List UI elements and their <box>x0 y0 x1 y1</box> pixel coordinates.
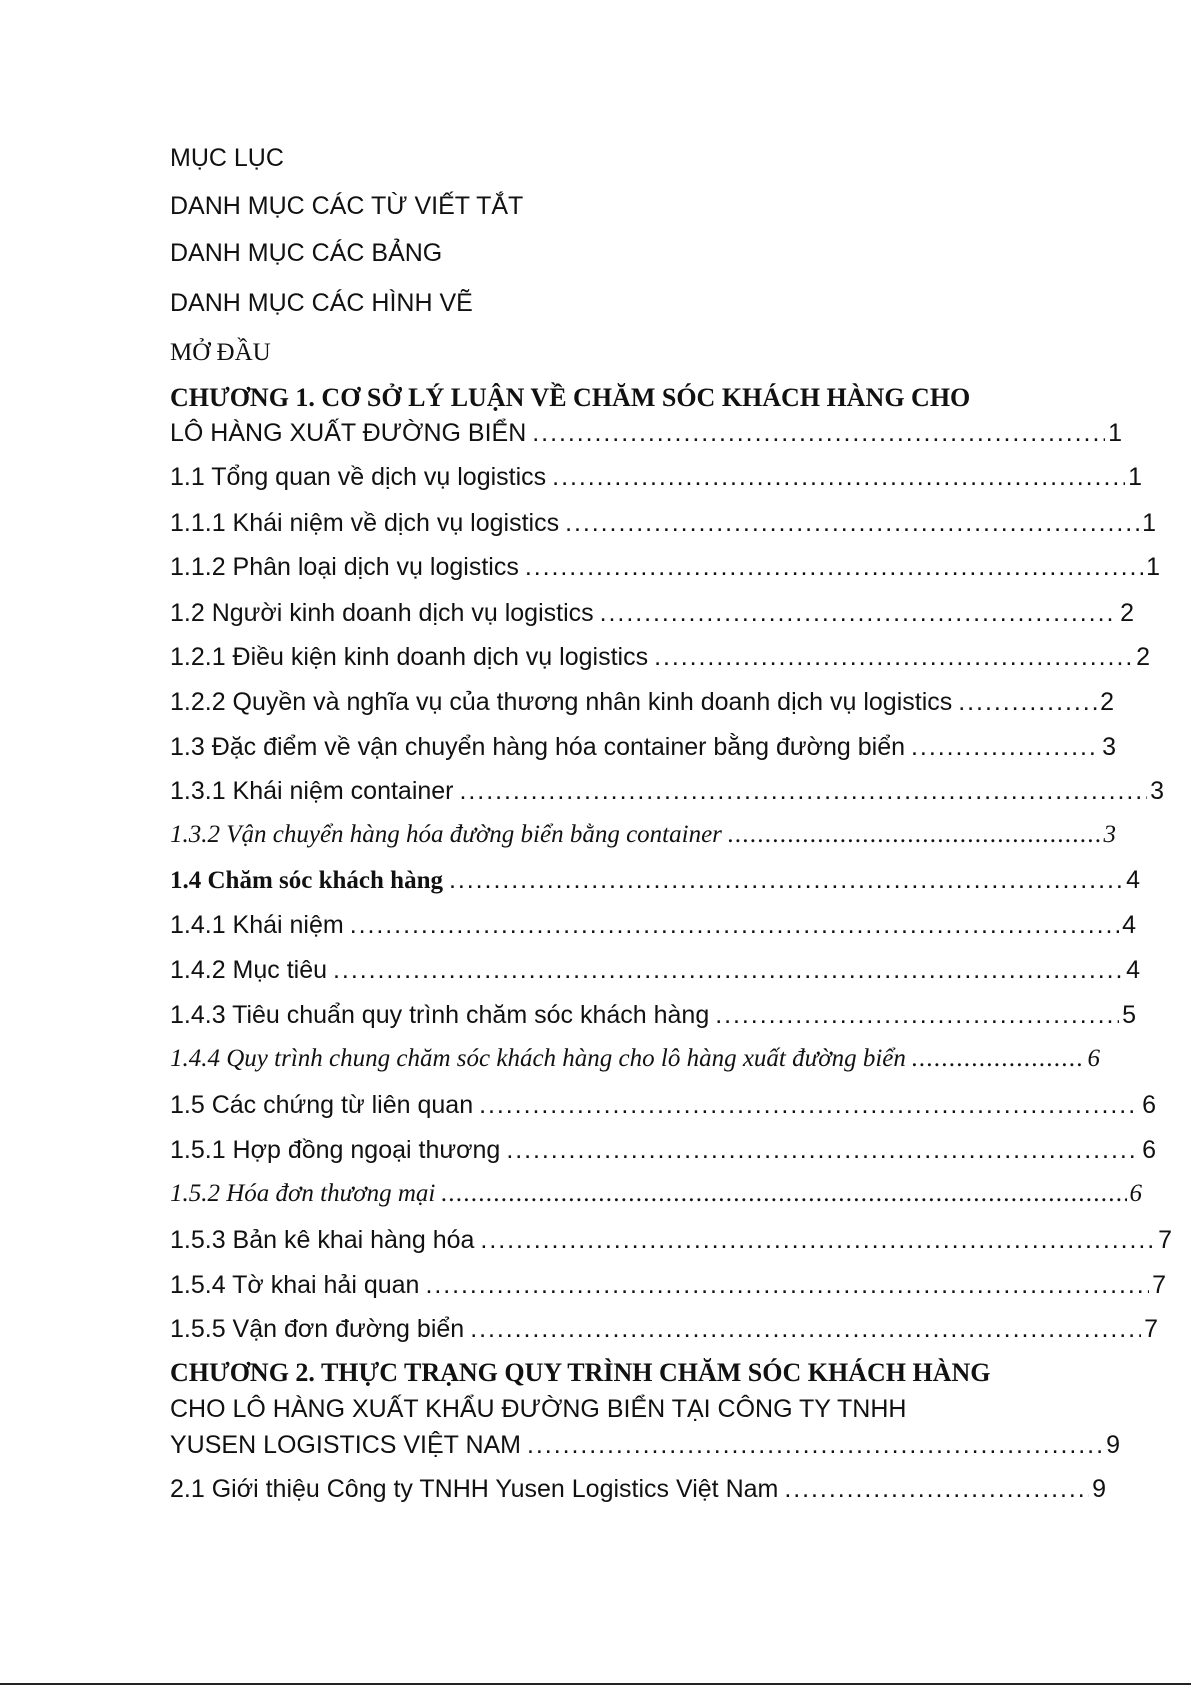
dot-leader <box>333 955 1123 985</box>
abbreviations-list-link: DANH MỤC CÁC TỪ VIẾT TẮT <box>170 192 524 220</box>
toc-entry-text: 1.5.4 Tờ khai hải quan <box>170 1271 420 1299</box>
toc-entry-text: 1.5.5 Vận đơn đường biển <box>170 1315 465 1343</box>
dot-leader <box>654 642 1133 672</box>
toc-entry-text: 2.1 Giới thiệu Công ty TNHH Yusen Logistics Việt Nam <box>170 1475 779 1503</box>
dot-leader <box>527 1430 1103 1460</box>
toc-entry-text: 1.4 Chăm sóc khách hàng <box>170 867 443 894</box>
page-number: 7 <box>1144 1315 1158 1343</box>
toc-entry <box>170 462 1142 492</box>
toc-entry-text: 1.5.2 Hóa đơn thương mại <box>170 1180 436 1207</box>
dot-leader <box>350 910 1119 940</box>
page-number: 7 <box>1158 1226 1172 1254</box>
chapter-1-entry <box>170 418 1122 448</box>
chapter-1-title-line1: CHƯƠNG 1. CƠ SỞ LÝ LUẬN VỀ CHĂM SÓC KHÁCH HÀNG CHO <box>170 383 971 412</box>
toc-entry <box>170 732 1116 762</box>
toc-entry <box>170 1135 1156 1165</box>
toc-entry <box>170 1090 1156 1120</box>
page-number: 1 <box>1146 553 1160 581</box>
dot-leader <box>552 462 1125 492</box>
toc-entry-text: 1.1.1 Khái niệm về dịch vụ logistics <box>170 509 560 537</box>
chapter-2-title-line3: YUSEN LOGISTICS VIỆT NAM <box>170 1431 522 1459</box>
page-number: 3 <box>1103 821 1116 848</box>
toc-entry <box>170 955 1140 985</box>
toc-entry-text: 1.4.4 Quy trình chung chăm sóc khách hàng cho lô hàng xuất đường biển <box>170 1045 906 1072</box>
toc-entry-text: 1.2 Người kinh doanh dịch vụ logistics <box>170 599 594 627</box>
toc-entry <box>170 552 1160 582</box>
toc-entry <box>170 508 1156 538</box>
dot-leader <box>480 1225 1155 1255</box>
page-number: 4 <box>1122 911 1136 939</box>
toc-entry-text: 1.3.1 Khái niệm container <box>170 777 454 805</box>
dot-leader <box>958 687 1097 717</box>
page-number: 6 <box>1142 1136 1156 1164</box>
dot-leader <box>600 598 1117 628</box>
dot-leader <box>479 1090 1139 1120</box>
dot-leader <box>441 1179 1126 1209</box>
toc-entry-text: 1.3.2 Vận chuyển hàng hóa đường biển bằng container <box>170 821 722 848</box>
page-number: 4 <box>1126 956 1140 984</box>
toc-entry <box>170 776 1164 806</box>
toc-entry-text: 1.1 Tổng quan về dịch vụ logistics <box>170 463 547 491</box>
page-number: 2 <box>1100 688 1114 716</box>
toc-entry-text: 1.5.3 Bản kê khai hàng hóa <box>170 1226 475 1254</box>
toc-entry <box>170 1225 1172 1255</box>
dot-leader <box>470 1314 1141 1344</box>
toc-entry <box>170 1000 1136 1030</box>
page-number: 2 <box>1120 599 1134 627</box>
page-number: 3 <box>1102 733 1116 761</box>
dot-leader <box>425 1270 1149 1300</box>
page-number: 9 <box>1092 1475 1106 1503</box>
toc-entry-text: 1.4.1 Khái niệm <box>170 911 344 939</box>
dot-leader <box>912 1044 1085 1074</box>
dot-leader <box>532 418 1105 448</box>
toc-entry <box>170 865 1140 896</box>
tables-list-link: DANH MỤC CÁC BẢNG <box>170 239 443 267</box>
page-number: 4 <box>1126 866 1140 894</box>
page-number: 1 <box>1108 419 1122 447</box>
chapter-2-title-line2: CHO LÔ HÀNG XUẤT KHẨU ĐƯỜNG BIỂN TẠI CÔNG TY TNHH <box>170 1395 907 1423</box>
toc-entry-text: 1.4.3 Tiêu chuẩn quy trình chăm sóc khách hàng <box>170 1001 710 1029</box>
page-number: 2 <box>1136 643 1150 671</box>
dot-leader <box>460 776 1148 806</box>
toc-entry <box>170 1044 1100 1074</box>
toc-entry <box>170 642 1150 672</box>
dot-leader <box>506 1135 1139 1165</box>
dot-leader <box>911 732 1099 762</box>
toc-entry <box>170 820 1116 850</box>
page-number: 3 <box>1150 777 1164 805</box>
dot-leader <box>525 552 1143 582</box>
toc-entry <box>170 1179 1142 1209</box>
page-number: 7 <box>1152 1271 1166 1299</box>
toc-entry <box>170 1474 1106 1504</box>
page-number: 6 <box>1087 1045 1100 1072</box>
toc-heading: MỤC LỤC <box>170 144 284 172</box>
introduction-link: MỞ ĐẦU <box>170 339 271 366</box>
figures-list-link: DANH MỤC CÁC HÌNH VẼ <box>170 289 473 317</box>
toc-entry <box>170 910 1136 940</box>
chapter-2-title-line1: CHƯƠNG 2. THỰC TRẠNG QUY TRÌNH CHĂM SÓC KHÁCH HÀNG <box>170 1358 991 1387</box>
page-number: 1 <box>1142 509 1156 537</box>
dot-leader <box>728 820 1101 850</box>
toc-entry-text: 1.2.2 Quyền và nghĩa vụ của thương nhân kinh doanh dịch vụ logistics <box>170 688 953 716</box>
toc-entry <box>170 1270 1166 1300</box>
dot-leader <box>565 508 1139 538</box>
page-number: 9 <box>1106 1431 1120 1459</box>
page-number: 6 <box>1142 1091 1156 1119</box>
chapter-1-title-line2: LÔ HÀNG XUẤT ĐƯỜNG BIỂN <box>170 419 527 447</box>
dot-leader <box>784 1474 1089 1504</box>
dot-leader <box>715 1000 1119 1030</box>
toc-entry-text: 1.5 Các chứng từ liên quan <box>170 1091 474 1119</box>
page-number: 5 <box>1122 1001 1136 1029</box>
toc-entry <box>170 687 1114 717</box>
toc-entry-text: 1.1.2 Phân loại dịch vụ logistics <box>170 553 519 581</box>
toc-entry <box>170 598 1134 628</box>
toc-entry-text: 1.5.1 Hợp đồng ngoại thương <box>170 1136 501 1164</box>
page-number: 1 <box>1128 463 1142 491</box>
toc-entry-text: 1.2.1 Điều kiện kinh doanh dịch vụ logistics <box>170 643 649 671</box>
toc-entry-text: 1.3 Đặc điểm về vận chuyển hàng hóa container bằng đường biển <box>170 733 906 761</box>
dot-leader <box>449 865 1123 895</box>
page-number: 6 <box>1129 1180 1142 1207</box>
toc-entry <box>170 1314 1158 1344</box>
chapter-2-entry <box>170 1430 1120 1460</box>
toc-entry-text: 1.4.2 Mục tiêu <box>170 956 328 984</box>
